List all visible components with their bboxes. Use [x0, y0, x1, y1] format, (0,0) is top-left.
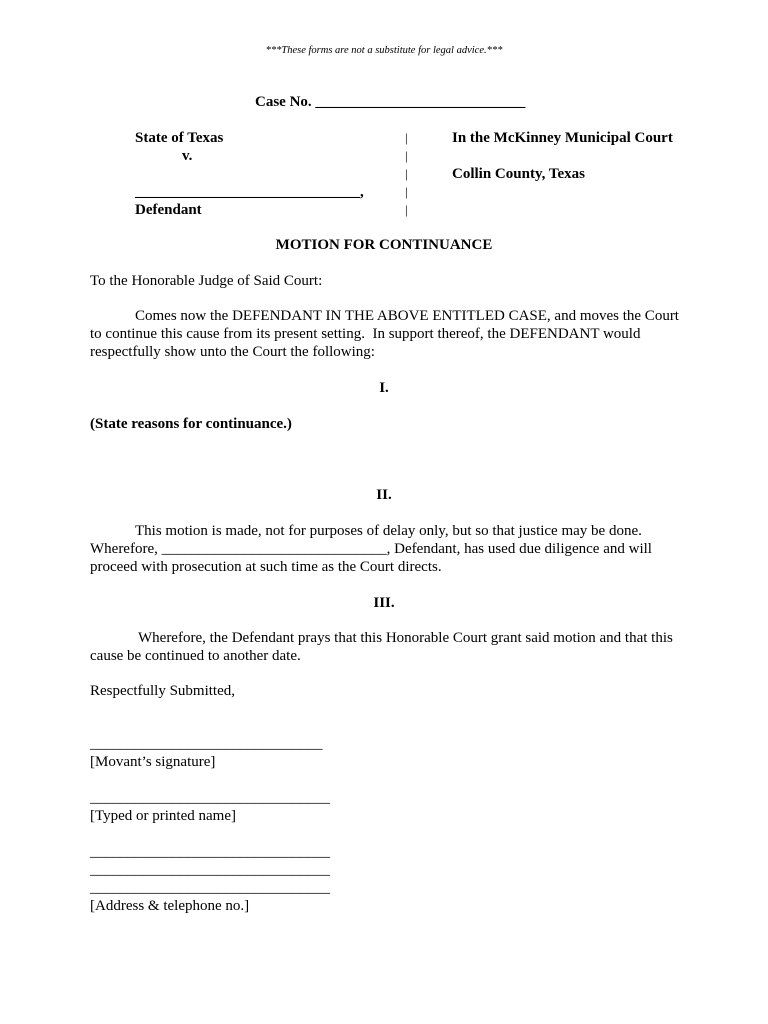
intro-line: to continue this cause from its present setting. In support thereof, the DEFENDANT would — [90, 326, 641, 342]
section-i-reasons: (State reasons for continuance.) — [90, 416, 292, 432]
printed-name-label: [Typed or printed name] — [90, 808, 236, 824]
section-heading-i: I. — [379, 380, 389, 396]
closing: Respectfully Submitted, — [90, 683, 235, 699]
caption-versus: v. — [182, 148, 193, 164]
address-line: ________________________________ — [90, 844, 330, 860]
caption-defendant-label: Defendant — [135, 202, 202, 218]
caption-separator: | — [405, 184, 408, 199]
address-line: ________________________________ — [90, 880, 330, 896]
caption-separator: | — [405, 202, 408, 217]
caption-separator: | — [405, 148, 408, 163]
section-ii-line: Wherefore, ______________________________, Defendant, has used due diligence and will — [90, 541, 652, 557]
section-iii-line: Wherefore, the Defendant prays that this Honorable Court grant said motion and that this — [138, 630, 673, 646]
signature-label: [Movant’s signature] — [90, 754, 216, 770]
salutation: To the Honorable Judge of Said Court: — [90, 273, 323, 289]
printed-name-line: ________________________________ — [90, 790, 330, 806]
intro-line: respectfully show unto the Court the following: — [90, 344, 375, 360]
document-title: MOTION FOR CONTINUANCE — [275, 237, 493, 253]
caption-separator: | — [405, 166, 408, 181]
disclaimer-note: ***These forms are not a substitute for legal advice.*** — [265, 45, 503, 56]
case-number: Case No. ____________________________ — [255, 94, 526, 110]
intro-line: Comes now the DEFENDANT IN THE ABOVE ENTITLED CASE, and moves the Court — [135, 308, 679, 324]
caption-county: Collin County, Texas — [452, 166, 585, 182]
address-line: ________________________________ — [90, 862, 330, 878]
caption-defendant-blank: ______________________________, — [135, 184, 364, 200]
address-label: [Address & telephone no.] — [90, 898, 250, 914]
caption-separator: | — [405, 130, 408, 145]
signature-line: _______________________________ — [90, 736, 323, 752]
section-heading-iii: III. — [373, 595, 395, 611]
caption-state: State of Texas — [135, 130, 224, 146]
section-iii-line: cause be continued to another date. — [90, 648, 301, 664]
section-ii-line: proceed with prosecution at such time as the Court directs. — [90, 559, 442, 575]
section-ii-line: This motion is made, not for purposes of delay only, but so that justice may be done. — [135, 523, 642, 539]
caption-court: In the McKinney Municipal Court — [452, 130, 673, 146]
section-heading-ii: II. — [376, 487, 392, 503]
